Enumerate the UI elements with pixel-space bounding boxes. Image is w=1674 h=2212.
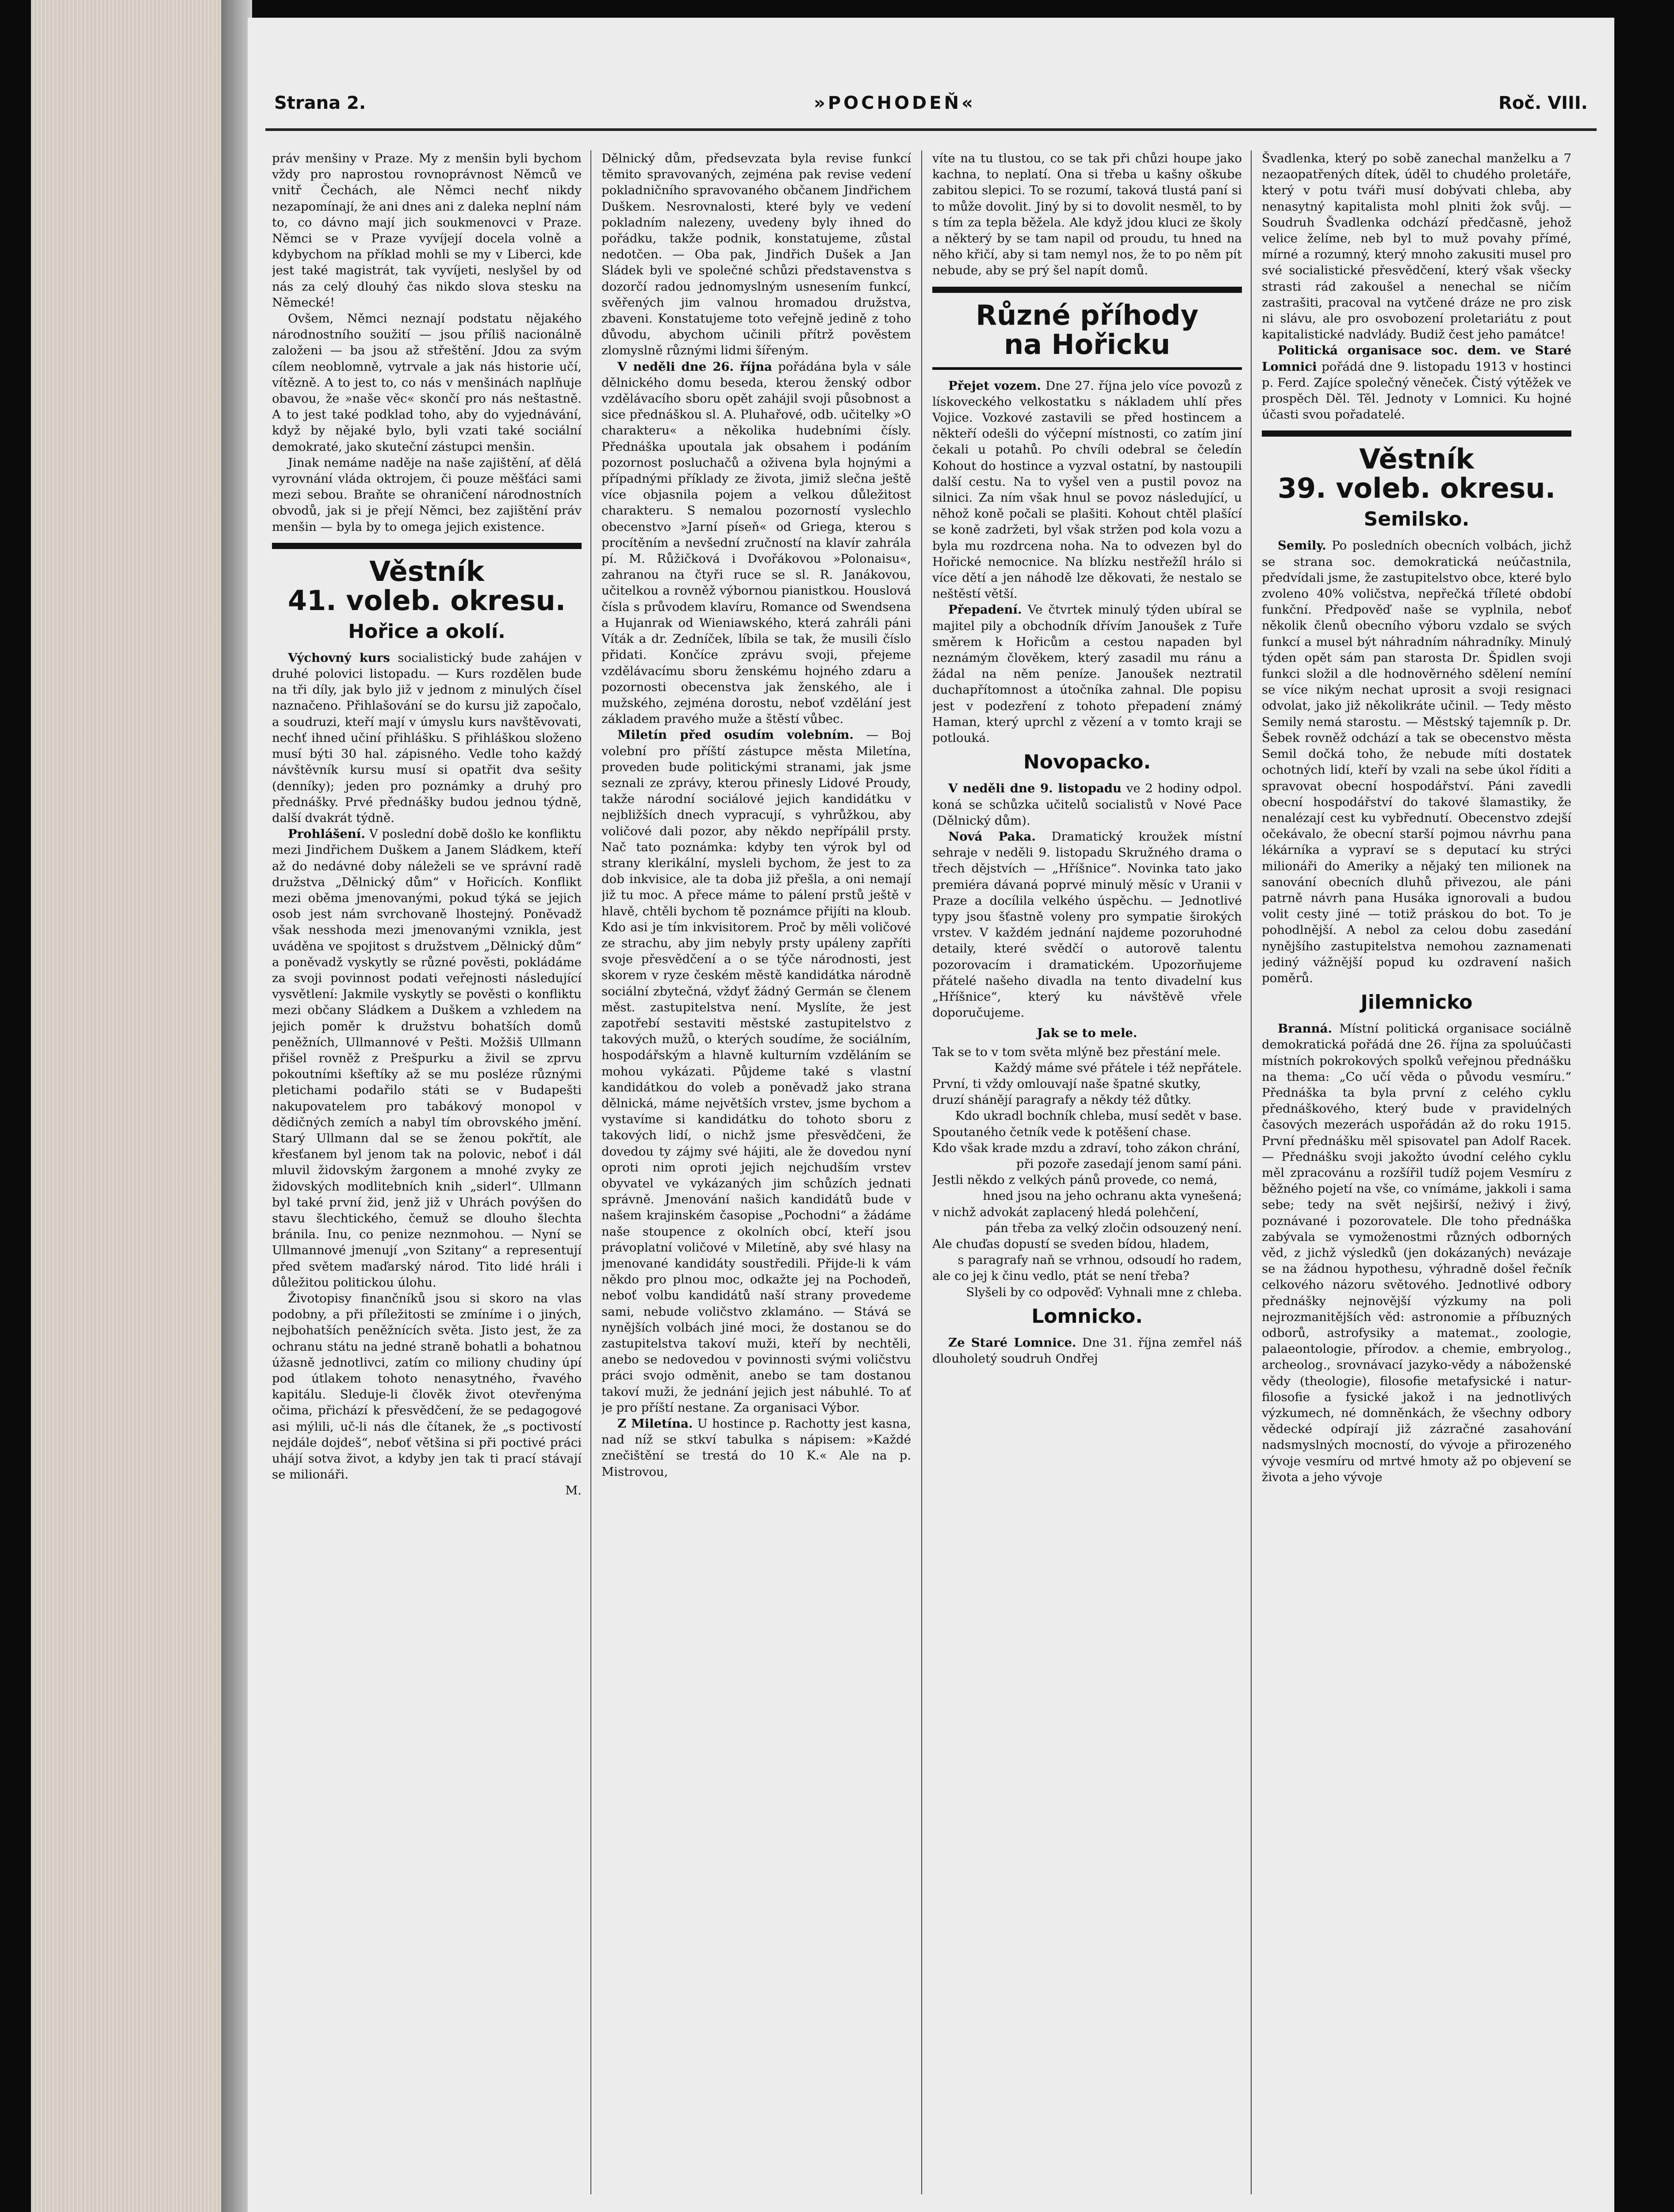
column-divider — [921, 150, 922, 2194]
article-paragraph: Ovšem, Němci neznají podstatu nějakého národnostního soužití — jsou příliš nacionálně založeni — ba jsou až střeštění. Jdou za svým cílem neoblomně, vytrvale a jak nás historie učí, vítězně. A to jest to, co nás v menšinách naplňuje obavou, že »naše věc« skončí pro nás neštastně. A to jest také podklad toho, aby do vyjednávání, když by nějaké bylo, byli vzati také sociální demokraté, jako skuteční zástupci menšin. — [272, 311, 582, 454]
section-heading-line: 39. voleb. okresu. — [1277, 472, 1556, 505]
article-paragraph: Dne 27. října jelo více povozů z lískoveckého velkostatku s nákladem uhlí přes Vojice. Vozkové zastavili se před hostincem a někteří odešli do výčepní místnosti, co zatím jiní čekali u potahů. Po chvíli odebral se čeledín Kohout do hostince a vyzval ostatní, by nastoupili další cestu. Na to vyšel ven a pustil povoz na silnici. Za ním však hnul se povoz následující, u něhož koně počali se plašiti. Kohout chtěl plašící se koně zadržeti, byl však stržen pod kola vozu a byla mu rozdrcena noha. Na to odvezen byl do Hořické nemocnice. Na blízku nestřežíl hrálo si více dětí a jen náhodě lze děkovati, že nestalo se neštěstí větší. — [932, 378, 1242, 601]
section-heading-line: Věstník — [369, 555, 484, 588]
article-paragraph: Místní politická organisace sociálně demokratická pořádá dne 26. října za spoluúčasti místních pokrokových spolků veřejnou přednášku na thema: „Co učí věda o původu vesmíru.“ Přednáška ta byla první z celého cyklu přednáškového, který bude v pravidelných časových mezerách uspořádán až do roku 1915. První přednášku měl spisovatel pan Adolf Racek. — Přednášku svoji jakožto úvodní celého cyklu měl zpracovánu a rozšířil tudíž pojem Vesmíru z běžného pojetí na vše, co vnímáme, jakkoli i sama sebe; tedy na svět nejširší, neživý i živý, poznávané i pozorovatele. Dle toho přednáška zabývala se vymoženostmi různých odborných věd, z jichž výsledků (jen dokázaných) nevázaje se na žádnou hypothesu, výhradně došel řečník celkového názoru světového. Jednotlivé odbory přednášky nejnovější výzkumy na poli nejrozmanitějších věd: astronomie a příbuzných odborů, astrofysiky a matemat., zoologie, palaeontologie, přírodov. a chemie, embryolog., archeolog., srovnávací jazyko-vědy a náboženské vědy (theologie), filosofie metafysické i natur-filosofie a fysické jakož i na jednotlivých výzkumech, né domněnkách, že všechny odbory vědecké odpírají již zázračné zasahování nadsmyslných mocností, do vývoje a přirozeného vývoje vesmíru od mrtvé hmoty až po objevení se života a jeho vývoje — [1262, 1022, 1571, 1484]
paragraph-lead: Z Miletína. — [617, 1417, 693, 1431]
column-2 — [601, 150, 911, 2208]
section-heading-line: Různé příhody — [976, 299, 1199, 331]
article-paragraph: Jinak nemáme naděje na naše zajištění, ať dělá vyrovnání vláda oktrojem, či pouze měšťáci sami mezi sebou. Braňte se ohraničení národnostních obvodů, jak si je přejí Němci, bez zajištění práv menšin — byla by to omega jejich existence. — [272, 455, 582, 534]
poem-line: druzí shánějí paragrafy a někdy též důtky. — [932, 1093, 1191, 1107]
article-paragraph: socialistický bude zahájen v druhé polovici listopadu. — Kurs rozdělen bude na tři díly, jak bylo již v jednom z minulých čísel naznačeno. Přihlašování se do kursu již započalo, a soudruzi, kteří mají v úmyslu kurs navštěvovati, nechť ihned učiní přihlášku. S přihláškou složeno musí býti 30 hal. zápisného. Vedle toho každý návštěvník kursu musí si opatřit dva sešity (denníky); jeden pro poznámky a druhý pro přednášky. Prvé přednášky budou jednou týdně, další dvakrát týdně. — [272, 650, 582, 825]
poem-title: Jak se to mele. — [1037, 1026, 1138, 1041]
poem-line: s paragrafy naň se vrhnou, odsoudí ho radem, — [958, 1253, 1242, 1267]
subsection-heading: Semilsko. — [1364, 508, 1470, 531]
poem-line: při pozoře zasedají jenom samí páni. — [1016, 1156, 1242, 1171]
article-paragraph: pořádá dne 9. listopadu 1913 v hostinci p. Ferd. Zajíce společný věneček. Čistý výtěžek ve prospěch Děl. Těl. Jednoty v Lomnici. Ku hojné účasti svou pořadatelé. — [1262, 359, 1571, 422]
section-rule — [272, 543, 582, 549]
paragraph-lead: Nová Paka. — [948, 829, 1036, 844]
article-paragraph: pořádána byla v sále dělnického domu beseda, kterou ženský odbor vzdělávacího sboru opět zahájil svoji působnost a sice přednáškou sl. A. Pluhařové, odb. učitelky »O charakteru« a několika hudebními čísly. Přednáška upoutala jak obsahem i podáním pozornost posluchačů a oživena byla hojnými a případnými příklady ze života, jimiž slečna ještě více objasnila pojem a velkou důležitost charakteru. S nemalou pozorností vyslechlo obecenstvo »Jarní píseň« od Griega, kterou s procítěním a nevšední zručností na klavír zahrála pí. M. Růžičková i Dvořákovou »Polonaisu«, zahranou na čtyři ruce se sl. R. Janákovou, učitelkou a rovněž výbornou pianistkou. Houslová čísla s průvodem klavíru, Romance od Swendsena a Hujanrak od Wieniawského, která zahráli páni Víták a dr. Zedníček, líbila se tak, že musili číslo přidati. Končíce zprávu svoji, přejeme vzdělávacímu sboru ženskému hojného zdaru a pozornosti obecenstva jak ženského, ale i mužského, zejména dorostu, neboť vzdělání jest základem pravého muže a štěstí vůbec. — [601, 359, 911, 726]
paragraph-lead: Miletín před osudím volebním. — [617, 728, 854, 742]
column-3 — [932, 150, 1242, 2208]
paragraph-lead: Výchovný kurs — [288, 650, 390, 665]
article-paragraph: Dělnický dům, předsevzata byla revise funkcí těmito spravovaných, zejména pak revise vedení pokladničního spravovaného občanem Jindřichem Duškem. Nesrovnalosti, které byly ve vedení pokladním nalezeny, uvedeny byly ihned do pořádku, takže podnik, konstatujeme, zůstal nedotčen. — Oba pak, Jindřich Dušek a Jan Sládek byli ve společné schůzi představenstva s dozorčí radou jednomyslným usnesením funkcí, svěřených jim valnou hromadou družstva, zbaveni. Konstatujeme toto veřejně jedině z toho důvodu, abychom učinili přítrž pověstem zlomyslně různými lidmi šířeným. — [601, 151, 911, 358]
paragraph-lead: Ze Staré Lomnice. — [948, 1335, 1076, 1350]
poem-line: Jestli někdo z velkých pánů provede, co nemá, — [932, 1173, 1218, 1187]
paragraph-lead: V neděli dne 9. listopadu — [948, 781, 1122, 796]
article-paragraph: Po posledních obecních volbách, jichž se strana soc. demokratická neúčastnila, předvídali jsme, že zastupitelstvo obce, které bylo zvoleno 40% voličstva, nepřečká tříleté období funkční. Předpověď naše se vyplnila, neboť několik členů obecního výboru vzdalo se svých funkcí a musel být náhradním náhradníky. Minulý týden opět sám pan starosta Dr. Špidlen svoji funkci složil a dle hodnověrného sdělení nemíní se více nikým nechat uprosit a svoji resignaci odvolat, jako již několikráte učinil. — Tedy město Semily nemá starostu. — Městský tajemník p. Dr. Šebek rovněž odchází a tak se obecenstvo města Semil dočká toho, že nebude míti dostatek ochotných lidí, kteří by vzali na sebe úkol říditi a spravovat obecní hospodářství. Páni zavedli obecní hospodářství do takové šlamastiky, že nenalézají cest ku vybřednutí. Obecenstvo zdejší očekávalo, že obecní starší pojmou návrhu pana lékárníka a vypraví se s deputací ku strýci milionáři do Ameriky a nějaký ten milionek na sanování obecních dluhů přivezou, ale páni patrně návrh pana Husáka ignorovali a budou volit cesty jiné — totiž práskou do bot. To je pohodlnější. A nebol za celou dobu zasedání nynějšího zastupitelstva nemohou zaznamenati jediný vážnější popud ku ozdravení našich poměrů. — [1262, 538, 1571, 985]
article-paragraph: víte na tu tlustou, co se tak při chůzi houpe jako kachna, to neplatí. Ona si třeba u kašny oškube zabitou slepici. To se rozumí, taková tlustá paní si to může dovolit. Jiný by si to dovolit nesměl, to by s tím za tepla běžela. Ale když jdou kluci ze školy a některý by se tam napil od proudu, tu hned na něho křičí, aby si tam nemyl nos, že to po něm pít nebude, aby se prý šel napít domů. — [932, 151, 1242, 278]
poem-line: Kdo však krade mzdu a zdraví, toho zákon chrání, — [932, 1141, 1240, 1155]
column-divider — [590, 150, 591, 2194]
poem-line: Ale chuďas dopustí se sveden bídou, hladem, — [932, 1237, 1210, 1251]
paragraph-lead: Prohlášení. — [288, 827, 365, 841]
paragraph-lead: V neděli dne 26. října — [617, 359, 772, 374]
paragraph-lead: Politická organisace soc. dem. ve Staré Lomnici — [1262, 343, 1571, 374]
subsection-heading: Lomnicko. — [1031, 1305, 1143, 1328]
column-divider — [1251, 150, 1252, 2194]
article-paragraph: U hostince p. Rachotty jest kasna, nad níž se stkví tabulka s nápisem: »Každé znečištění se trestá do 10 K.« Ale na p. Mistrovou, — [601, 1417, 911, 1479]
column-4 — [1262, 150, 1571, 2208]
column-1 — [272, 150, 582, 2208]
section-heading-line: Věstník — [1359, 443, 1474, 476]
subsection-heading: Novopacko. — [1023, 751, 1151, 774]
newspaper-sheet — [248, 18, 1614, 2212]
section-heading-line: 41. voleb. okresu. — [287, 584, 566, 617]
poem — [932, 1044, 1242, 1300]
poem-line: Každý máme své přátele i též nepřátele. — [994, 1060, 1242, 1075]
section-rule — [1262, 430, 1571, 437]
subsection-heading: Hořice a okolí. — [348, 620, 506, 643]
section-rule — [932, 287, 1242, 293]
masthead-title: »POCHODEŇ« — [814, 93, 976, 113]
article-paragraph: Dne 31. října zemřel náš dlouholetý soudruh Ondřej — [932, 1335, 1242, 1366]
header-rule — [265, 128, 1597, 131]
poem-line: v nichž advokát zaplacený hledá polehčení, — [932, 1205, 1199, 1219]
paragraph-lead: Branná. — [1278, 1022, 1332, 1036]
section-heading — [1262, 445, 1571, 503]
section-heading — [932, 301, 1242, 359]
article-paragraph: Ve čtvrtek minulý týden ubíral se majitel pily a obchodník dřívím Janoušek z Tuře směrem k Hořicům a cestou napaden byl neznámým člověkem, který zasadil mu ránu a žádal na něm peníze. Janoušek neztratil duchapřítomnost a útočníka zahnal. Dle popisu jest v podezření z tohoto přepadení známý Haman, který uprchl z vězení a v tomto kraji se potlouká. — [932, 603, 1242, 745]
poem-line: Spoutaného četník vede k potěšení chase. — [932, 1125, 1191, 1139]
paragraph-lead: Přepadení. — [948, 603, 1022, 617]
article-paragraph: práv menšiny v Praze. My z menšin byli bychom vždy pro naprostou rovnoprávnost Němců ve vnitř Čechách, ale Němci nechť nikdy nezapomínají, že ani dnes ani z daleka neplní nám to, co dávno mají jich soukmenovci v Praze. Němci se v Praze vyvíjejí docela volně a kdybychom na příklad mohli se my v Liberci, kde jest také magistrát, tak vyvíjeti, neslyšel by od nás za celý dlouhý čas nikdo slova stesku na Německé! — [272, 151, 582, 310]
section-heading-line: na Hořicku — [1004, 328, 1170, 361]
section-heading — [272, 557, 582, 615]
poem-line: hned jsou na jeho ochranu akta vynešená; — [983, 1189, 1242, 1203]
paragraph-lead: Přejet vozem. — [948, 378, 1041, 393]
paragraph-lead: Semily. — [1278, 538, 1326, 553]
volume-label: Roč. VIII. — [1498, 93, 1588, 113]
poem-line: ale co jej k činu vedlo, ptát se není třeba? — [932, 1269, 1190, 1283]
author-signature: M. — [565, 1483, 582, 1498]
poem-line: pán třeba za velký zločin odsouzený není. — [985, 1221, 1242, 1235]
article-paragraph: — Boj volební pro příští zástupce města Miletína, proveden bude politickými stranami, jak jsme seznali ze zprávy, kterou přinesly Lidové Proudy, takže národní sociálové jejich kandidátku v nejbližších dnech vypracují, s vyhrůžkou, aby voličové dali pozor, aby někdo nepřípálil prsty. Nač tato poznámka: kdyby ten výrok byl od strany klerikální, mysleli bychom, že jest to za dob inkvisice, ale ta doba již přešla, a oni nemají již tu moc. A přece máme to pálení prstů ještě v hlavě, chtěli bychom tě poznámce přijíti na kloub. Kdo asi je tím inkvisitorem. Proč by měli voličové ze strachu, aby jim nebyly prsty upáleny zapříti svoje přesvědčení a o se týče národnosti, jest skorem v ryze českém městě kandidátka národně sociální zbytečná, vždyť žádný Germán se členem měst. zastupitelstva není. Myslíte, že jest zapotřebí sestaviti městské zastupitelstvo z takových mužů, o kterých soudíme, že sociálním, hospodářským a hlavně kulturním vzděláním se mohou vykázati. Půjdeme také s vlastní kandidátkou do voleb a poněvadž jako strana dělnická, máme největších vrstev, jsme bychom a vystavíme si kandidátku do tohoto sboru z takových lidí, o nichž jsme přesvědčeni, že dovedou ty zájmy své hájiti, ale že dovedou nyní oproti nim oproti jejich nejchudším vrstev obyvatel ve vykázaných jim schůzích jednati správně. Jmenování našich kandidátů bude v našem krajinském časopise „Pochodni“ a žádáme naše stoupence z okolních obcí, kteří jsou právoplatní voličové v Miletíně, aby své hlasy na jmenované kandidáty soustředili. Přijde-li k vám někdo pro plnou moc, odkažte jej na Pochodeň, neboť volbu kandidátů naší strany provedeme sami, nebude voličstvo zklamáno. — Stává se nynějších volbách jiné moci, že dostanou se do zastupitelstva takoví muži, kteří by nechtěli, anebo se nedovedou v povinnosti svými voličstvu práci svojo odměnit, anebo se tam dostanou takoví muži, že jednání jejich jest nábuhlé. To ať je pro příští nestane. Za organisaci Výbor. — [601, 728, 911, 1415]
poem-line: Slyšeli by co odpověď: Vyhnali mne z chleba. — [966, 1285, 1242, 1299]
section-rule — [932, 367, 1242, 370]
poem-line: Tak se to v tom světa mlýně bez přestání mele. — [932, 1045, 1221, 1059]
poem-line: Kdo ukradl bochník chleba, musí sedět v base. — [955, 1109, 1242, 1123]
article-paragraph: Švadlenka, který po sobě zanechal manželku a 7 nezaopatřených dítek, úděl to chudého proletáře, který v potu tváři musí dobývati chleba, aby nenasytný kapitalista mohl plniti žok svůj. — Soudruh Švadlenka odchází předčasně, jehož velice želíme, neb byl to muž povahy přímé, mírné a rozumný, který mnoho zakusiti musel pro své socialistické přesvědčení, který však všecky strasti rád zakoušel a nenechal se ničím zastrašiti, pracoval na vytčené dráze ne pro zisk ni slávu, ale pro osvobození proletariátu z pout kapitalistické nadvlády. Budiž čest jeho památce! — [1262, 151, 1571, 342]
subsection-heading: Jilemnicko — [1360, 991, 1473, 1014]
page-header — [274, 93, 1588, 119]
book-binding-edge — [31, 0, 226, 2212]
poem-line: První, ti vždy omlouvají naše špatné skutky, — [932, 1076, 1201, 1091]
page-number: Strana 2. — [274, 93, 366, 113]
article-paragraph: Životopisy finančníků jsou si skoro na vlas podobny, a při příležitosti se zmíníme i o jiných, nejbohatších peněžnících světa. Jisto jest, že za ochranu státu na jedné straně bohatli a bohatnou úžasně jednotlivci, zatím co miliony chudiny úpí pod útlakem tohoto nenasytného, řvavého kapitálu. Sleduje-li člověk život otevřenýma očima, přichází k přesvědčení, že se pedagogové asi mýlili, uč-li nás dle čítanek, že „s poctivostí nejdále dojdeš“, neboť většina si při poctivé práci uhájí sotva život, a kdyby jen tak ti prací stávají se milionáři. — [272, 1291, 582, 1482]
article-paragraph: ve 2 hodiny odpol. koná se schůzka učitelů socialistů v Nové Pace (Dělnický dům). — [932, 781, 1242, 828]
article-paragraph: Dramatický kroužek místní sehraje v neděli 9. listopadu Skružného drama o třech dějstvích — „Hříšnice“. Novinka tato jako premiéra dávaná poprvé minulý měsíc v Uranii v Praze a docílila velkého úspěchu. — Jednotlivé typy jsou šťastně voleny pro sympatie širokých vrstev. V každém jednání najdeme pozoruhodné detaily, které svědčí o autorově talentu pozorovacím i dramatickém. Upozorňujeme přátelé našeho divadla na tento divadelní kus „Hříšnice“, který ku návštěvě vřele doporučujeme. — [932, 829, 1242, 1020]
article-paragraph: V poslední době došlo ke konfliktu mezi Jindřichem Duškem a Janem Sládkem, kteří až do nedávné doby náleželi se ve správní radě družstva „Dělnický dům“ v Hořicích. Konflikt mezi oběma jmenovanými, pokud týká se jejich osob jest nám svrchovaně lhostejný. Poněvadž však nesshoda mezi jmenovanými vznikla, jest uváděna ve spojitost s družstvem „Dělnický dům“ a poněvadž vyskytly se různé pověsti, pokládáme za svoji povinnost podati veřejnosti následující vysvětlení: Jakmile vyskytly se pověsti o konfliktu mezi občany Sládkem a Duškem a vzhledem na jejich poměr k družstvu bohatších domů peněžních, Ullmannové v Pešti. Možšiš Ullmann přišel rovněž z Prešpurku a živil se zprvu pokoutními kšeftíky až se mu posléze různými pletichami podařilo státi se v Budapešti nakupovatelem pro tabákový monopol v dědičných zemích a nabyl tím obrovského jmění. Starý Ullmann dal se se ženou pokřtít, ale křesťanem byl jenom tak na polovic, neboť i dál mluvil židovským žargonem a mnohé zvyky ze židovských modlitebních knih „siderl“. Ullmann byl také první žid, jenž již v Uhrách povýšen do stavu šlechtického, čemuž se dlouho šlechta bránila. Inu, co penize neznmohou. — Nyní se Ullmannové jmenují „von Szitany“ a representují před světem maďarský národ. Tito lidé hráli i důležitou politickou úlohu. — [272, 827, 582, 1290]
